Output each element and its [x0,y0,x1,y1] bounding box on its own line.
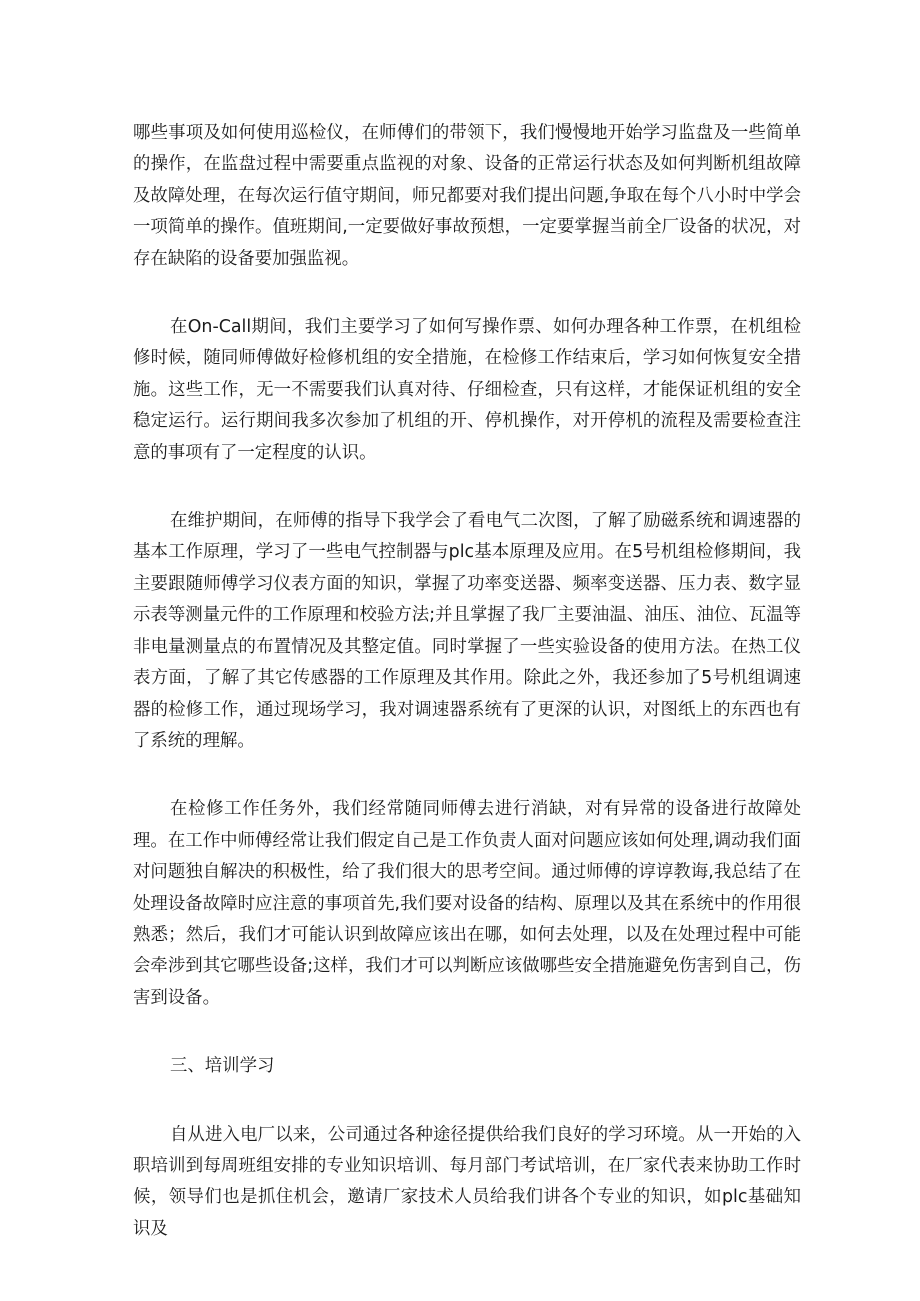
paragraph-on-call: 在On-Call期间，我们主要学习了如何写操作票、如何办理各种工作票，在机组检修时候，随同师傅做好检修机组的安全措施，在检修工作结束后，学习如何恢复安全措施。这些工作，无一不需要我们认真对待、仔细检查，只有这样，才能保证机组的安全稳定运行。运行期间我多次参加了机组的开、停机操作，对开停机的流程及需要检查注意的事项有了一定程度的认识。 [133,317,801,463]
paragraph-troubleshooting: 在检修工作任务外，我们经常随同师傅去进行消缺，对有异常的设备进行故障处理。在工作中师傅经常让我们假定自己是工作负责人面对问题应该如何处理,调动我们面对问题独自解决的积极性，给了我们很大的思考空间。通过师傅的谆谆教诲,我总结了在处理设备故障时应注意的事项首先,我们要对设备的结构、原理以及其在系统中的作用很熟悉；然后，我们才可能认识到故障应该出在哪，如何去处理，以及在处理过程中可能会牵涉到其它哪些设备;这样，我们才可以判断应该做哪些安全措施避免伤害到自己，伤害到设备。 [133,799,801,1008]
document-page [133,118,801,1282]
section-heading: 三、培训学习 [170,1056,275,1077]
paragraph-inspection: 哪些事项及如何使用巡检仪，在师傅们的带领下，我们慢慢地开始学习监盘及一些简单的操作，在监盘过程中需要重点监视的对象、设备的正常运行状态及如何判断机组故障及故障处理，在每次运行值守期间，师兄都要对我们提出问题,争取在每个八小时中学会一项简单的操作。值班期间,一定要做好事故预想，一定要掌握当前全厂设备的状况，对存在缺陷的设备要加强监视。 [133,123,801,269]
paragraph-maintenance: 在维护期间，在师傅的指导下我学会了看电气二次图，了解了励磁系统和调速器的基本工作原理，学习了一些电气控制器与plc基本原理及应用。在5号机组检修期间，我主要跟随师傅学习仪表方面的知识，掌握了功率变送器、频率变送器、压力表、数字显示表等测量元件的工作原理和校验方法;并且掌握了我厂主要油温、油压、油位、瓦温等非电量测量点的布置情况及其整定值。同时掌握了一些实验设备的使用方法。在热工仪表方面，了解了其它传感器的工作原理及其作用。除此之外，我还参加了5号机组调速器的检修工作，通过现场学习，我对调速器系统有了更深的认识，对图纸上的东西也有了系统的理解。 [133,511,801,751]
paragraph-training: 自从进入电厂以来，公司通过各种途径提供给我们良好的学习环境。从一开始的入职培训到每周班组安排的专业知识培训、每月部门考试培训，在厂家代表来协助工作时候，领导们也是抓住机会，邀请厂家技术人员给我们讲各个专业的知识，如plc基础知识及 [133,1124,801,1239]
